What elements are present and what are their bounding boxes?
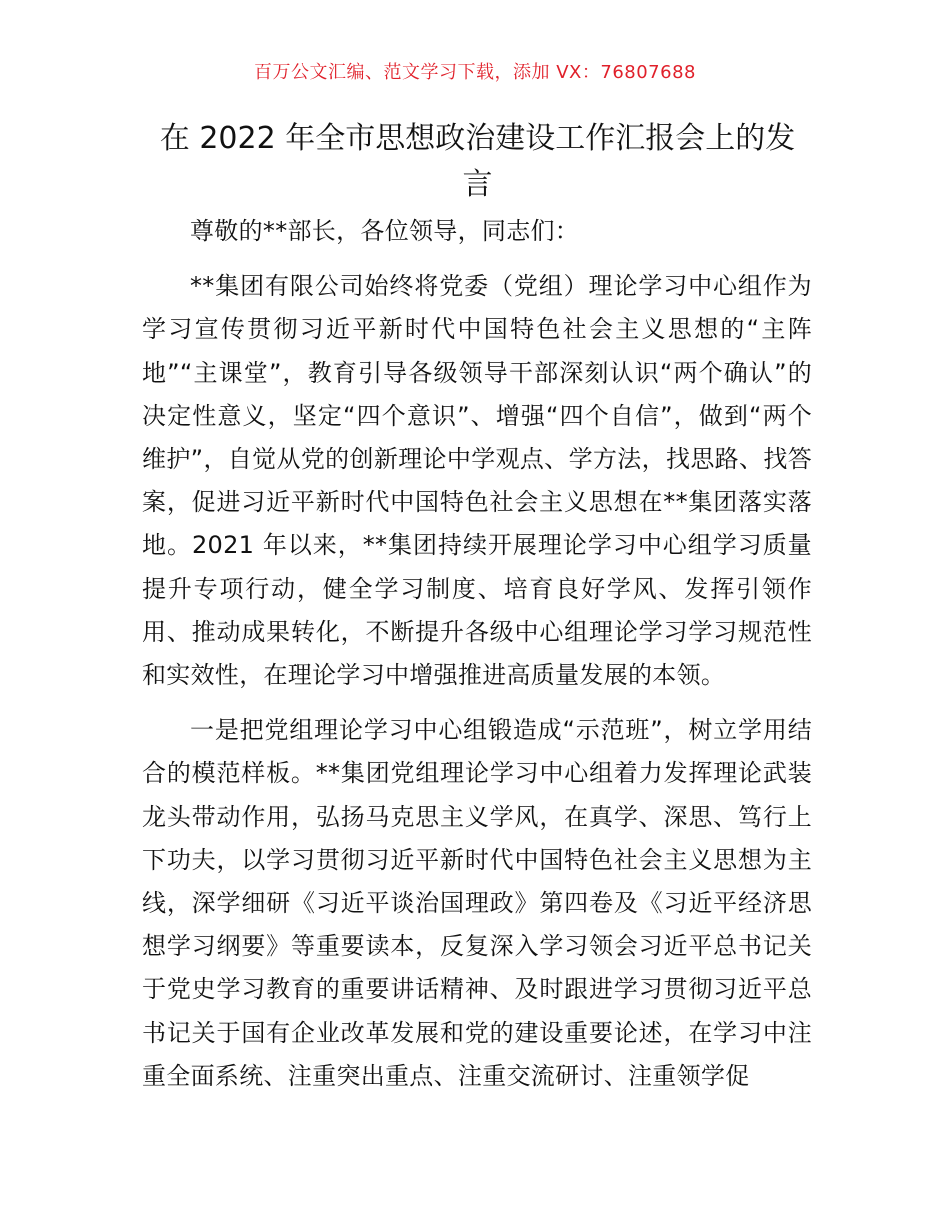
paragraph-2: 一是把党组理论学习中心组锻造成“示范班”，树立学用结合的模范样板。**集团党组理论学习中心组着力发挥理论武装龙头带动作用，弘扬马克思主义学风，在真学、深思、笃行上下功夫，以学习贯彻习近平新时代中国特色社会主义思想为主线，深学细研《习近平谈治国理政》第四卷及《习近平经济思想学习纲要》等重要读本，反复深入学习领会习近平总书记关于党史学习教育的重要讲话精神、及时跟进学习贯彻习近平总书记关于国有企业改革发展和党的建设重要论述，在学习中注重全面系统、注重突出重点、注重交流研讨、注重领学促 — [142, 716, 812, 1090]
document-body — [142, 210, 812, 1110]
salutation: 尊敬的**部长，各位领导，同志们： — [190, 217, 580, 245]
document-title: 在 2022 年全市思想政治建设工作汇报会上的发言 — [159, 121, 796, 202]
header-banner: 百万公文汇编、范文学习下载，添加 VX：76807688 — [254, 62, 696, 83]
paragraph-1: **集团有限公司始终将党委（党组）理论学习中心组作为学习宣传贯彻习近平新时代中国特色社会主义思想的“主阵地”“主课堂”，教育引导各级领导干部深刻认识“两个确认”的决定性意义，坚定“四个意识”、增强“四个自信”，做到“两个维护”，自觉从党的创新理论中学观点、学方法，找思路、找答案，促进习近平新时代中国特色社会主义思想在**集团落实落地。2021 年以来，**集团持续开展理论学习中心组学习质量提升专项行动，健全学习制度、培育良好学风、发挥引领作用、推动成果转化，不断提升各级中心组理论学习学习规范性和实效性，在理论学习中增强推进高质量发展的本领。 — [142, 272, 812, 690]
